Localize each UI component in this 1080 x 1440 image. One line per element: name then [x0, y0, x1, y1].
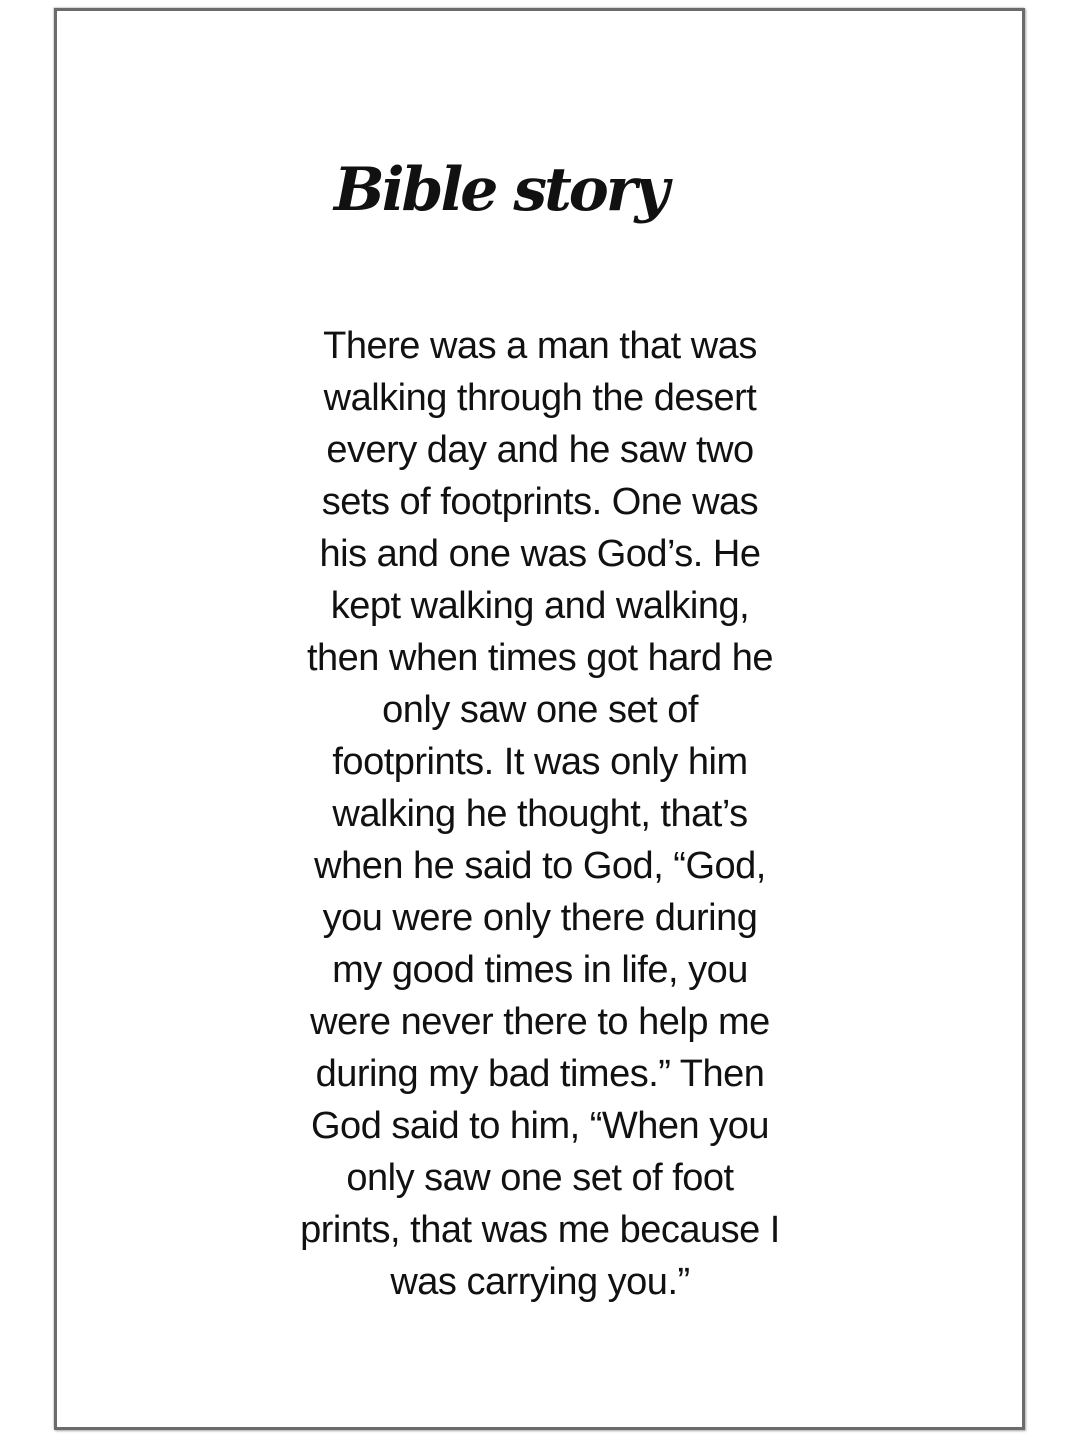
page-title: Bible story [334, 155, 667, 225]
story-line: then when times got hard he [306, 637, 774, 679]
story-line: prints, that was me because I [300, 1209, 780, 1251]
story-line: footprints. It was only him [332, 741, 748, 783]
story-line: There was a man that was [323, 325, 757, 367]
story-line: only saw one set of [382, 689, 698, 731]
story-line: only saw one set of foot [346, 1157, 734, 1199]
story-line: kept walking and walking, [330, 585, 750, 627]
story-line: sets of footprints. One was [321, 481, 759, 523]
story-line: during my bad times.” Then [315, 1053, 765, 1095]
story-line: when he said to God, “God, [314, 845, 766, 887]
story-line: were never there to help me [310, 1001, 770, 1043]
story-text [225, 320, 855, 1308]
story-line: walking through the desert [323, 377, 757, 419]
story-line: God said to him, “When you [311, 1105, 769, 1147]
story-line: my good times in life, you [332, 949, 748, 991]
story-line: walking he thought, that’s [332, 793, 748, 835]
story-line: his and one was God’s. He [319, 533, 761, 575]
story-line: was carrying you.” [390, 1261, 690, 1303]
story-line: every day and he saw two [326, 429, 754, 471]
story-line: you were only there during [322, 897, 758, 939]
